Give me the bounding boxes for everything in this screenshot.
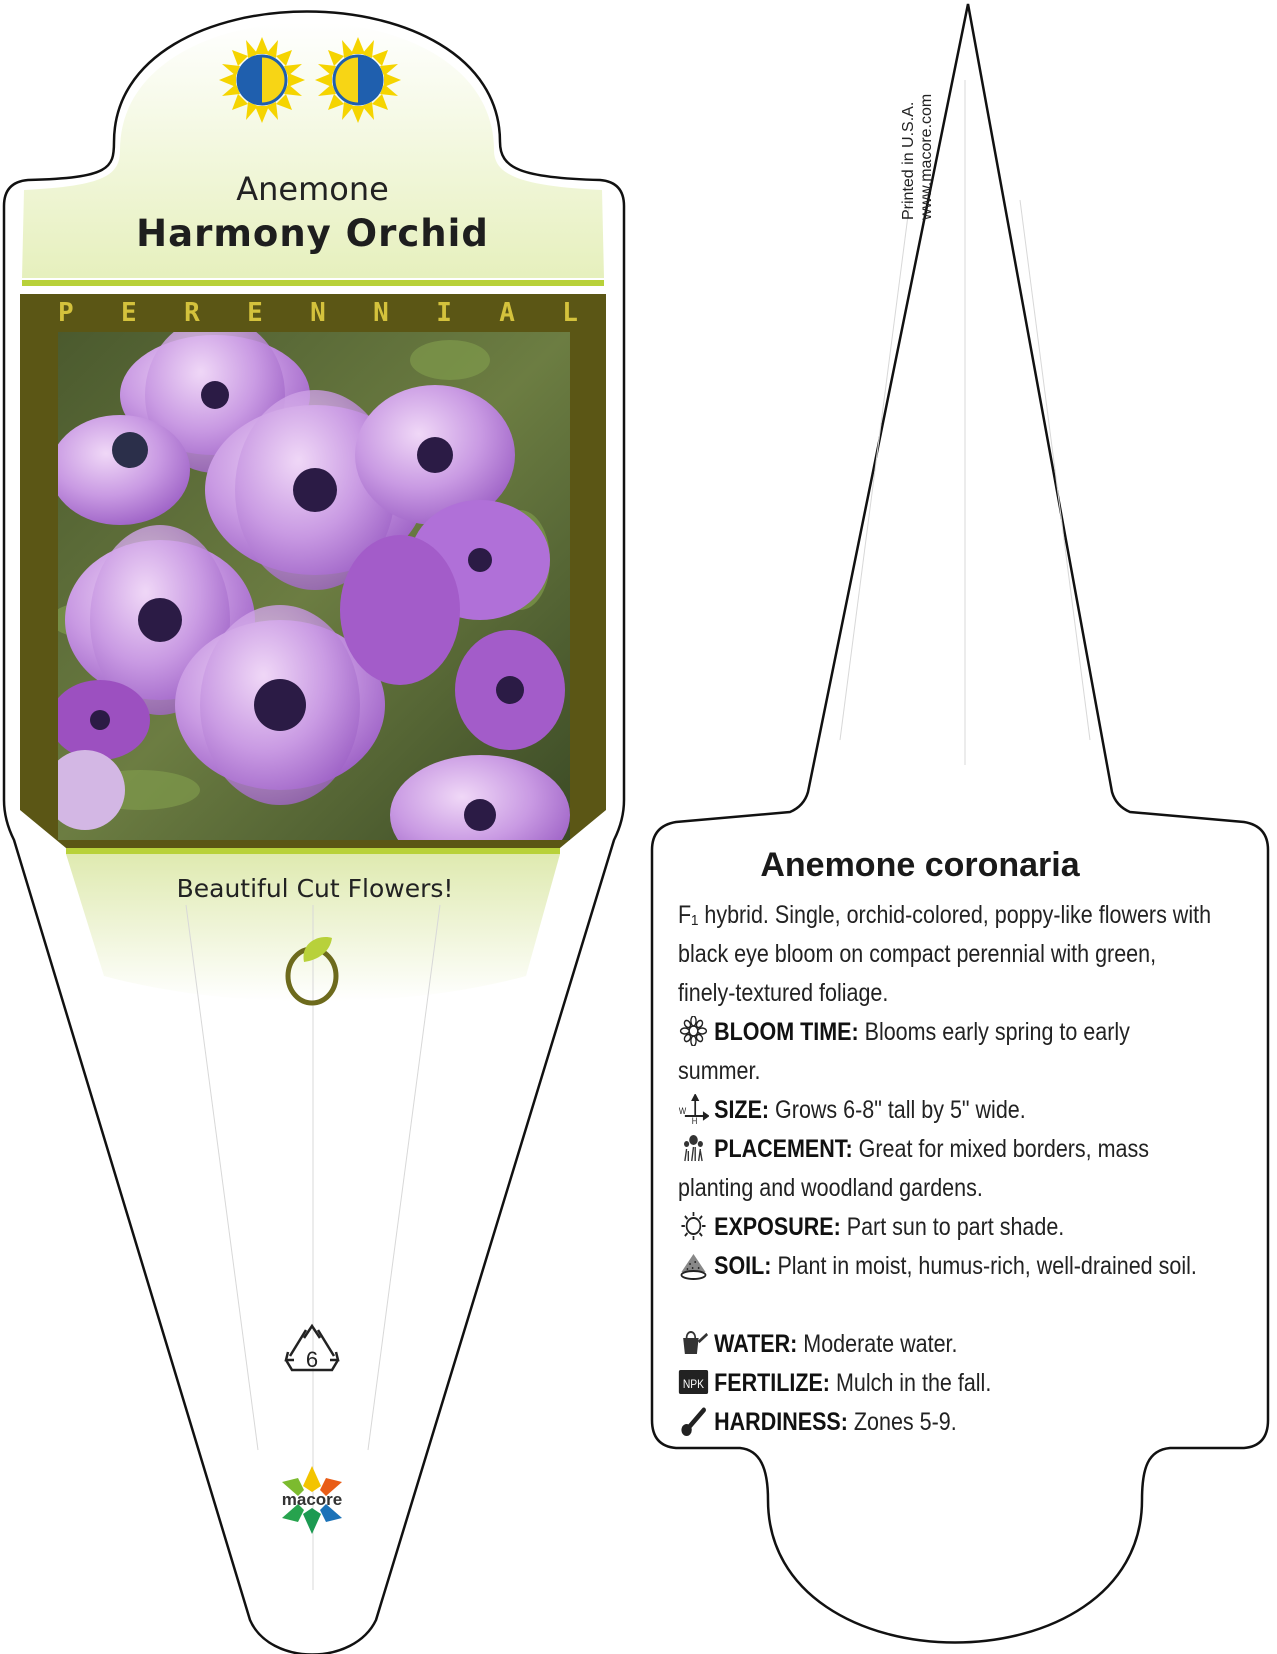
size-w-label: W <box>678 1105 687 1117</box>
care-water <box>678 1325 1218 1364</box>
npk-label: NPK <box>682 1378 705 1392</box>
care-label: SIZE: <box>714 1096 770 1124</box>
care-text: Plant in moist, humus-rich, well-drained soil. <box>777 1252 1197 1280</box>
website: www.macore.com <box>918 93 935 220</box>
care-size <box>678 1091 1218 1130</box>
care-label: FERTILIZE: <box>714 1369 830 1397</box>
category-letter: N <box>310 298 326 328</box>
category-letter: I <box>436 298 452 328</box>
category-letter: R <box>184 298 200 328</box>
soil-icon <box>678 1250 709 1280</box>
care-text: Blooms early spring to early summer. <box>678 1018 1130 1085</box>
variety-name: Harmony Orchid <box>136 212 489 255</box>
brand-name: macore <box>281 1490 343 1509</box>
watering-can-icon <box>678 1328 709 1358</box>
care-soil <box>678 1247 1218 1286</box>
size-icon <box>678 1094 709 1124</box>
sun-icon <box>678 1211 709 1241</box>
genus-name: Anemone <box>236 170 389 208</box>
scientific-name: Anemone coronaria <box>760 846 1080 884</box>
care-label: WATER: <box>714 1330 798 1358</box>
care-label: HARDINESS: <box>714 1408 848 1436</box>
recycle-code: 6 <box>305 1347 319 1372</box>
care-label: SOIL: <box>714 1252 772 1280</box>
care-text: Grows 6-8" tall by 5" wide. <box>775 1096 1026 1124</box>
printer-info <box>900 50 990 220</box>
category-letter: P <box>58 298 74 328</box>
category-letter: A <box>499 298 515 328</box>
category-letter: E <box>247 298 263 328</box>
care-placement <box>678 1130 1218 1208</box>
care-fertilize <box>678 1364 1218 1403</box>
printed-in: Printed in U.S.A. <box>900 101 917 220</box>
care-exposure <box>678 1208 1218 1247</box>
category-letter: L <box>562 298 578 328</box>
category-letter: N <box>373 298 389 328</box>
anemone-flowers-photo <box>45 317 570 875</box>
size-h-label: H <box>691 1115 698 1124</box>
care-label: BLOOM TIME: <box>714 1018 859 1046</box>
placement-icon <box>678 1133 709 1163</box>
category-letter: E <box>121 298 137 328</box>
thermometer-icon <box>678 1406 709 1436</box>
care-text: Great for mixed borders, mass planting and woodland gardens. <box>678 1135 1150 1202</box>
care-label: EXPOSURE: <box>714 1213 841 1241</box>
care-text: Part sun to part shade. <box>846 1213 1065 1241</box>
plant-description: F₁ hybrid. Single, orchid-colored, poppy-like flowers with black eye bloom on compact perennial with green, finely-textured foliage. <box>678 901 1212 1007</box>
npk-icon <box>678 1367 709 1397</box>
care-text: Zones 5-9. <box>853 1408 957 1436</box>
care-label: PLACEMENT: <box>714 1135 853 1163</box>
category-label <box>58 298 578 328</box>
care-text: Moderate water. <box>803 1330 958 1358</box>
flower-icon <box>678 1016 709 1046</box>
care-text: Mulch in the fall. <box>835 1369 992 1397</box>
care-hardiness <box>678 1403 1218 1442</box>
tagline: Beautiful Cut Flowers! <box>176 874 454 903</box>
care-bloom-time <box>678 1013 1218 1091</box>
